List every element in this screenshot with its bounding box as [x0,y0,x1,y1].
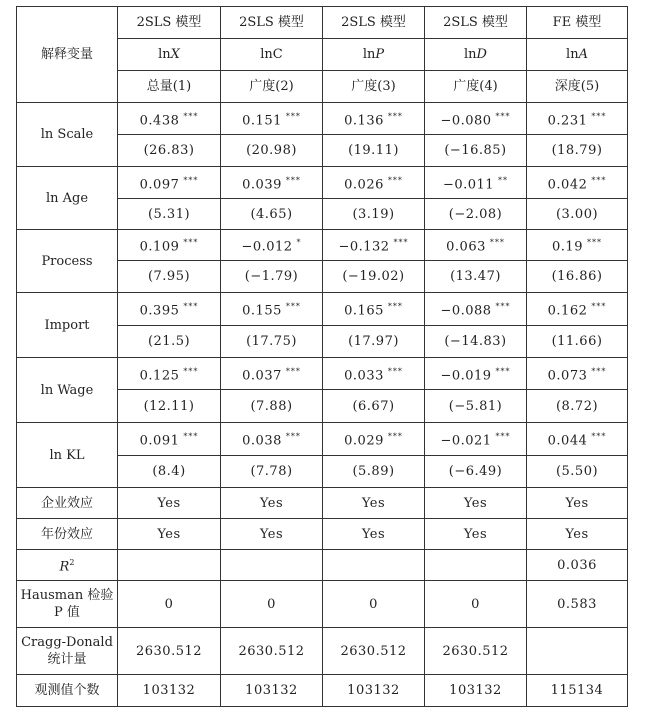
statistic-value [527,628,628,675]
significance-stars: *** [387,302,403,312]
variable-name: ln Wage [17,358,118,423]
coefficient-cell [118,423,221,456]
coefficient: 0.155 [242,303,282,319]
t-statistic: (−2.08) [425,199,527,230]
significance-stars: *** [387,175,403,185]
statistic-label [17,550,118,581]
statistic-label [17,581,118,628]
statistic-value: 2630.512 [221,628,323,675]
significance-stars: *** [285,302,301,312]
statistic-value: 0 [323,581,425,628]
significance-stars: *** [393,238,409,248]
coefficient: 0.125 [139,368,180,384]
coefficient-cell [221,423,323,456]
coefficient-cell [323,293,425,326]
statistic-label-text: R [59,559,70,575]
dep-symbol: D [476,47,487,62]
coefficient-cell [323,423,425,456]
significance-stars: *** [183,238,199,248]
dep-symbol: P [375,47,385,62]
coefficient-cell [118,358,221,390]
coefficient: 0.097 [139,177,180,193]
coefficient-cell [425,293,527,326]
coefficient: −0.019 [440,368,492,384]
coefficient: 0.044 [547,433,588,449]
dep-prefix: ln [464,47,477,62]
significance-stars: *** [183,302,199,312]
t-statistic: (−1.79) [221,261,323,293]
statistic-label-text: Cragg-Donald 统计量 [21,635,113,667]
coefficient-cell [221,103,323,135]
statistic-value [118,550,221,581]
statistic-label-text: 观测值个数 [34,683,100,698]
t-statistic: (7.95) [118,261,221,293]
statistic-row [17,550,628,581]
statistic-value: 0 [118,581,221,628]
coefficient-cell [323,230,425,261]
coefficient-row [17,230,628,261]
dep-symbol: A [578,47,588,62]
significance-stars: *** [495,432,511,442]
coefficient-cell [221,167,323,199]
header-model-row [17,7,628,39]
coefficient-cell [425,230,527,261]
t-statistic: (16.86) [527,261,628,293]
significance-stars: *** [591,302,607,312]
column-description: 广度(2) [221,71,323,103]
statistic-value [221,550,323,581]
column-description: 广度(4) [425,71,527,103]
t-statistic: (−16.85) [425,135,527,167]
statistic-value: Yes [118,488,221,519]
dep-prefix: ln [158,47,171,62]
significance-stars: *** [285,432,301,442]
t-statistic: (5.31) [118,199,221,230]
statistic-value: 2630.512 [323,628,425,675]
t-statistic: (3.19) [323,199,425,230]
significance-stars: *** [285,175,301,185]
statistic-label-text: 年份效应 [40,526,93,542]
statistic-value: Yes [221,488,323,519]
dep-symbol: C [272,47,283,62]
column-description: 深度(5) [527,71,628,103]
coefficient: −0.021 [440,433,492,449]
t-statistic: (7.88) [221,390,323,423]
column-description: 广度(3) [323,71,425,103]
significance-stars: *** [591,366,607,376]
significance-stars: *** [591,432,607,442]
model-name: 2SLS 模型 [425,7,527,39]
coefficient: −0.132 [338,239,390,255]
coefficient-cell [425,103,527,135]
coefficient-cell [118,167,221,199]
coefficient-cell [221,230,323,261]
regression-table [16,6,628,707]
significance-stars: *** [183,366,199,376]
t-statistic: (5.89) [323,456,425,488]
t-statistic: (4.65) [221,199,323,230]
significance-stars: *** [489,238,505,248]
coefficient-cell [118,103,221,135]
coefficient: 0.073 [547,368,588,384]
dep-prefix: ln [566,47,579,62]
statistic-value: 0.583 [527,581,628,628]
t-statistic: (11.66) [527,326,628,358]
significance-stars: *** [586,238,602,248]
coefficient: 0.091 [139,433,180,449]
coefficient-cell [221,293,323,326]
dependent-variable [527,39,628,71]
model-name: FE 模型 [527,7,628,39]
statistic-label [17,675,118,707]
variable-name: ln KL [17,423,118,488]
t-statistic: (7.78) [221,456,323,488]
dep-prefix: ln [362,47,376,62]
coefficient: −0.088 [440,303,492,319]
statistic-value: 2630.512 [425,628,527,675]
coefficient-cell [118,293,221,326]
coefficient: 0.19 [552,239,583,255]
statistic-row [17,581,628,628]
coefficient: −0.080 [440,113,492,129]
coefficient-cell [425,358,527,390]
statistic-row [17,519,628,550]
t-statistic: (12.11) [118,390,221,423]
statistic-value: 115134 [527,675,628,707]
statistic-value: Yes [221,519,323,550]
model-name: 2SLS 模型 [221,7,323,39]
coefficient: 0.042 [547,177,588,193]
statistic-value: Yes [323,519,425,550]
coefficient-cell [323,167,425,199]
statistic-row [17,628,628,675]
coefficient-row [17,358,628,390]
dep-symbol: X [170,47,180,62]
coefficient: 0.033 [344,368,384,384]
significance-stars: ** [498,175,509,185]
significance-stars: *** [387,366,403,376]
dependent-variable [221,39,323,71]
coefficient-row [17,423,628,456]
statistic-value: 103132 [221,675,323,707]
coefficient-row [17,293,628,326]
coefficient: 0.395 [139,303,180,319]
statistic-row [17,675,628,707]
variable-name: Process [17,230,118,293]
statistic-label-text: 企业效应 [40,495,93,511]
coefficient: 0.026 [344,177,384,193]
coefficient: 0.162 [547,303,588,319]
coefficient-cell [527,103,628,135]
t-statistic: (21.5) [118,326,221,358]
statistic-value: 2630.512 [118,628,221,675]
t-statistic: (17.75) [221,326,323,358]
variable-name: ln Age [17,167,118,230]
coefficient: 0.165 [344,303,384,319]
statistic-value: 103132 [118,675,221,707]
coefficient: 0.151 [242,113,282,129]
significance-stars: *** [285,111,301,121]
t-statistic: (26.83) [118,135,221,167]
coefficient: 0.029 [344,433,384,449]
superscript: 2 [69,558,75,568]
coefficient-cell [527,293,628,326]
statistic-value: Yes [527,519,628,550]
coefficient-cell [323,103,425,135]
dependent-variable [118,39,221,71]
coefficient-cell [425,167,527,199]
statistic-value: 0 [221,581,323,628]
significance-stars: *** [495,302,511,312]
model-name: 2SLS 模型 [118,7,221,39]
statistic-value: Yes [527,488,628,519]
coefficient-cell [527,423,628,456]
statistic-label-text: Hausman 检验 P 值 [20,588,114,620]
t-statistic: (6.67) [323,390,425,423]
statistic-value [323,550,425,581]
statistic-row [17,488,628,519]
significance-stars: * [296,238,302,248]
significance-stars: *** [387,111,403,121]
coefficient-cell [118,230,221,261]
t-statistic: (8.72) [527,390,628,423]
statistic-label [17,519,118,550]
model-name: 2SLS 模型 [323,7,425,39]
statistic-value: Yes [118,519,221,550]
t-statistic: (18.79) [527,135,628,167]
coefficient: −0.011 [442,177,495,193]
t-statistic: (−6.49) [425,456,527,488]
statistic-value: 0.036 [527,550,628,581]
significance-stars: *** [183,432,199,442]
coefficient-cell [323,358,425,390]
coefficient: 0.231 [547,113,588,129]
coefficient: 0.038 [242,433,282,449]
significance-stars: *** [495,366,511,376]
significance-stars: *** [387,432,403,442]
significance-stars: *** [591,111,607,121]
dependent-variable [425,39,527,71]
statistic-value [425,550,527,581]
t-statistic: (17.97) [323,326,425,358]
statistic-value: 103132 [323,675,425,707]
column-description: 总量(1) [118,71,221,103]
dependent-variable [323,39,425,71]
coefficient: −0.012 [241,239,293,255]
statistic-value: Yes [425,519,527,550]
row-label-header: 解释变量 [17,7,118,103]
coefficient: 0.109 [139,239,180,255]
coefficient-cell [527,167,628,199]
variable-name: ln Scale [17,103,118,167]
t-statistic: (20.98) [221,135,323,167]
coefficient-cell [221,358,323,390]
t-statistic: (5.50) [527,456,628,488]
coefficient-row [17,167,628,199]
statistic-value: Yes [323,488,425,519]
coefficient-cell [425,423,527,456]
coefficient: 0.063 [446,239,486,255]
coefficient: 0.039 [242,177,282,193]
statistic-label [17,628,118,675]
coefficient: 0.037 [242,368,282,384]
significance-stars: *** [591,175,607,185]
coefficient-cell [527,358,628,390]
dep-prefix: ln [260,47,273,62]
t-statistic: (−14.83) [425,326,527,358]
variable-name: Import [17,293,118,358]
statistic-label [17,488,118,519]
t-statistic: (13.47) [425,261,527,293]
coefficient-row [17,103,628,135]
t-statistic: (−5.81) [425,390,527,423]
significance-stars: *** [495,111,511,121]
statistic-value: Yes [425,488,527,519]
t-statistic: (19.11) [323,135,425,167]
statistic-value: 0 [425,581,527,628]
coefficient: 0.438 [139,113,180,129]
t-statistic: (3.00) [527,199,628,230]
coefficient-cell [527,230,628,261]
significance-stars: *** [285,366,301,376]
t-statistic: (8.4) [118,456,221,488]
significance-stars: *** [183,111,199,121]
significance-stars: *** [183,175,199,185]
t-statistic: (−19.02) [323,261,425,293]
statistic-value: 103132 [425,675,527,707]
coefficient: 0.136 [344,113,384,129]
